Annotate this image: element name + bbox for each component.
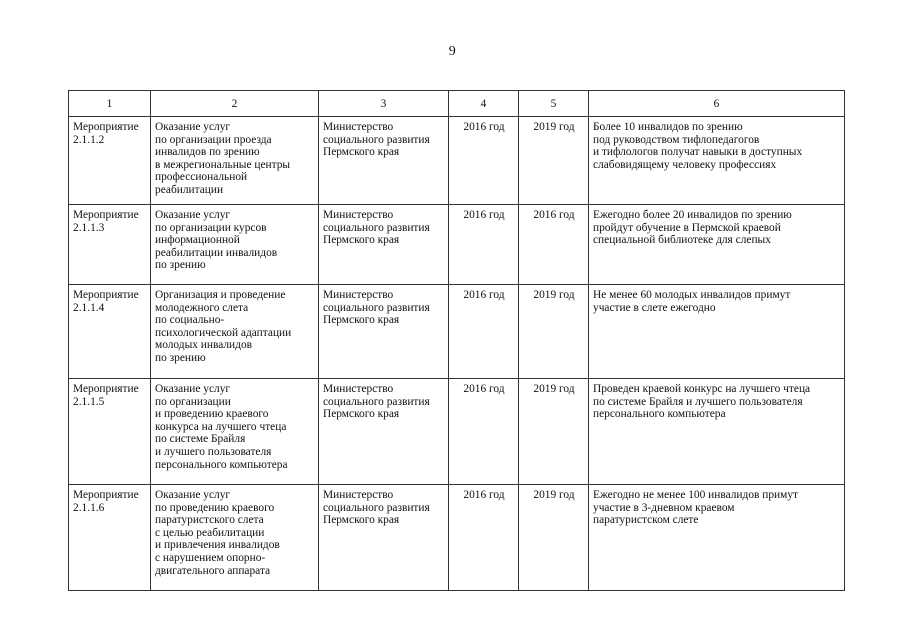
col-header-6: 6: [589, 91, 845, 117]
result-cell: [589, 205, 845, 285]
header-row: [69, 91, 845, 117]
start-year-cell: 2016 год: [449, 117, 519, 205]
result-cell: [589, 285, 845, 379]
description-line: психологической адаптации: [155, 326, 292, 339]
description-cell: [151, 285, 319, 379]
result-line: персонального компьютера: [593, 408, 726, 421]
result-line: слабовидящему человеку профессиях: [593, 158, 777, 171]
result-line: паратуристском слете: [593, 514, 699, 527]
description-line: с целью реабилитации: [155, 526, 265, 539]
start-year-cell: 2016 год: [449, 485, 519, 591]
event-id-cell: [69, 379, 151, 485]
table-row: [69, 379, 845, 485]
description-line: молодежного слета: [155, 301, 249, 314]
executor-line: Пермского края: [323, 234, 400, 247]
table-row: [69, 117, 845, 205]
description-line: Оказание услуг: [155, 383, 231, 395]
description-line: по зрению: [155, 351, 206, 364]
description-line: и привлечения инвалидов: [155, 539, 280, 552]
end-year-cell: 2019 год: [519, 379, 589, 485]
event-id-cell: [69, 485, 151, 591]
executor-line: Министерство: [323, 489, 394, 501]
executor-cell: [319, 485, 449, 591]
result-cell: [589, 379, 845, 485]
result-line: специальной библиотеке для слепых: [593, 234, 771, 247]
result-line: под руководством тифлопедагогов: [593, 133, 760, 146]
executor-line: Министерство: [323, 121, 394, 133]
col-header-4: 4: [449, 91, 519, 117]
description-line: по организации: [155, 395, 231, 408]
description-cell: [151, 485, 319, 591]
description-line: Оказание услуг: [155, 489, 231, 501]
end-year-cell: 2019 год: [519, 285, 589, 379]
description-line: профессиональной: [155, 171, 248, 184]
table-row: [69, 485, 845, 591]
event-id-cell: [69, 205, 151, 285]
executor-line: социального развития: [323, 395, 430, 408]
description-line: молодых инвалидов: [155, 339, 253, 352]
result-line: и тифлологов получат навыки в доступных: [593, 146, 803, 159]
result-line: Ежегодно не менее 100 инвалидов примут: [593, 489, 799, 501]
executor-cell: [319, 205, 449, 285]
executor-cell: [319, 117, 449, 205]
event-number: 2.1.1.2: [73, 133, 105, 146]
page-number: 9: [448, 44, 457, 59]
event-id-cell: [69, 285, 151, 379]
result-line: Ежегодно более 20 инвалидов по зрению: [593, 209, 792, 221]
event-number: 2.1.1.4: [73, 301, 105, 314]
end-year-cell: 2019 год: [519, 485, 589, 591]
result-line: пройдут обучение в Пермской краевой: [593, 221, 781, 234]
event-label: Мероприятие: [73, 383, 139, 395]
executor-line: Пермского края: [323, 146, 400, 159]
description-line: по организации проезда: [155, 133, 272, 146]
description-line: паратуристского слета: [155, 514, 264, 527]
description-line: двигательного аппарата: [155, 564, 271, 577]
result-line: участие в 3-дневном краевом: [593, 501, 735, 514]
executor-line: Министерство: [323, 383, 394, 395]
description-line: Оказание услуг: [155, 209, 231, 221]
description-line: с нарушением опорно-: [155, 551, 266, 564]
event-label: Мероприятие: [73, 489, 139, 501]
description-line: конкурса на лучшего чтеца: [155, 420, 287, 433]
description-line: Оказание услуг: [155, 121, 231, 133]
executor-line: Пермского края: [323, 314, 400, 327]
event-number: 2.1.1.5: [73, 395, 105, 408]
description-cell: [151, 379, 319, 485]
description-cell: [151, 117, 319, 205]
event-label: Мероприятие: [73, 121, 139, 133]
result-line: Проведен краевой конкурс на лучшего чтеца: [593, 383, 811, 395]
executor-line: Министерство: [323, 209, 394, 221]
end-year-cell: 2016 год: [519, 205, 589, 285]
result-cell: [589, 117, 845, 205]
description-line: инвалидов по зрению: [155, 146, 260, 159]
description-line: по системе Брайля: [155, 433, 246, 446]
measures-table: [68, 90, 845, 591]
event-label: Мероприятие: [73, 209, 139, 221]
executor-line: Пермского края: [323, 514, 400, 527]
description-line: и лучшего пользователя: [155, 445, 272, 458]
event-label: Мероприятие: [73, 289, 139, 301]
description-line: по проведению краевого: [155, 501, 275, 514]
executor-cell: [319, 285, 449, 379]
result-line: участие в слете ежегодно: [593, 301, 716, 314]
result-line: по системе Брайля и лучшего пользователя: [593, 395, 803, 408]
event-id-cell: [69, 117, 151, 205]
description-line: персонального компьютера: [155, 458, 288, 471]
description-line: в межрегиональные центры: [155, 158, 291, 171]
description-line: по организации курсов: [155, 221, 267, 234]
description-line: по зрению: [155, 259, 206, 272]
col-header-5: 5: [519, 91, 589, 117]
col-header-3: 3: [319, 91, 449, 117]
col-header-1: 1: [69, 91, 151, 117]
description-cell: [151, 205, 319, 285]
executor-line: социального развития: [323, 221, 430, 234]
start-year-cell: 2016 год: [449, 379, 519, 485]
executor-line: Министерство: [323, 289, 394, 301]
end-year-cell: 2019 год: [519, 117, 589, 205]
description-line: по социально-: [155, 314, 225, 327]
result-line: Не менее 60 молодых инвалидов примут: [593, 289, 791, 301]
executor-cell: [319, 379, 449, 485]
result-line: Более 10 инвалидов по зрению: [593, 121, 743, 133]
event-number: 2.1.1.3: [73, 221, 105, 234]
executor-line: социального развития: [323, 133, 430, 146]
event-number: 2.1.1.6: [73, 501, 105, 514]
start-year-cell: 2016 год: [449, 285, 519, 379]
result-cell: [589, 485, 845, 591]
executor-line: социального развития: [323, 501, 430, 514]
table-row: [69, 285, 845, 379]
description-line: и проведению краевого: [155, 408, 269, 421]
description-line: реабилитации инвалидов: [155, 246, 278, 259]
start-year-cell: 2016 год: [449, 205, 519, 285]
description-line: реабилитации: [155, 183, 224, 196]
executor-line: Пермского края: [323, 408, 400, 421]
table-row: [69, 205, 845, 285]
description-line: информационной: [155, 234, 240, 247]
col-header-2: 2: [151, 91, 319, 117]
description-line: Организация и проведение: [155, 289, 286, 301]
executor-line: социального развития: [323, 301, 430, 314]
